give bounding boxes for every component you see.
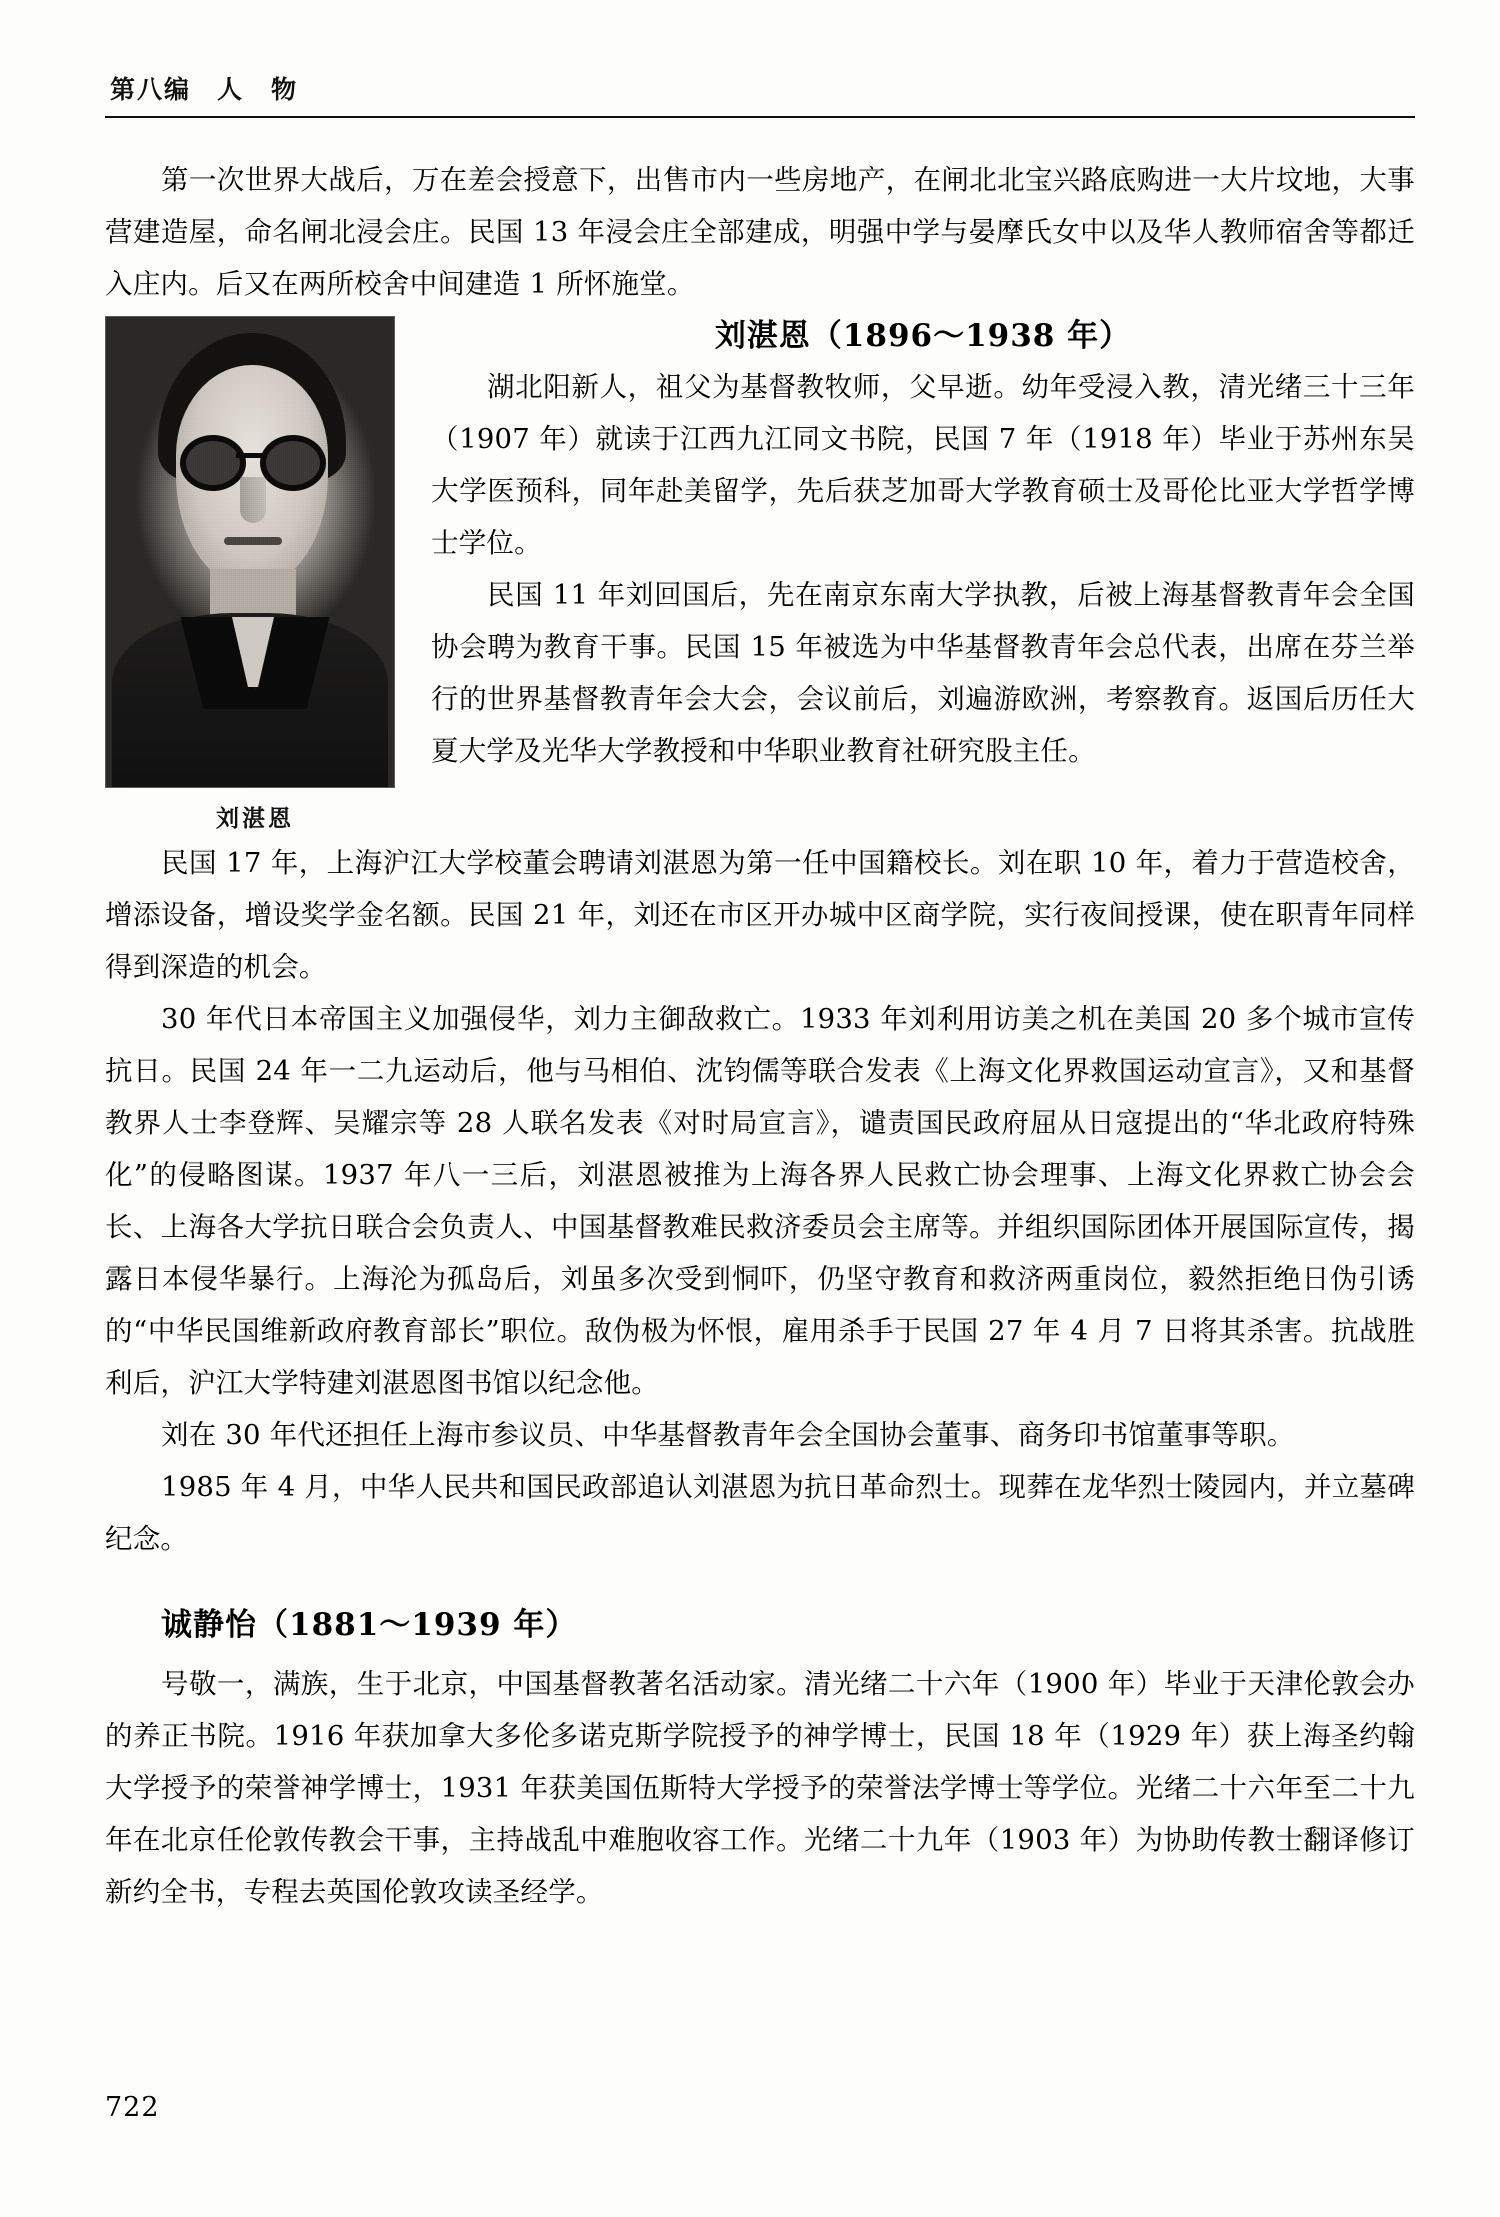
bio1-block <box>105 310 1415 837</box>
bio2-title: 诚静怡（1881～1939 年） <box>161 1607 578 1643</box>
bio1-paragraph-1: 湖北阳新人，祖父为基督教牧师，父早逝。幼年受浸入教，清光绪三十三年（1907 年）就读于江西九江同文书院，民国 7 年（1918 年）毕业于苏州东吴大学医预科，同年赴美留学，先后获芝加哥大学教育硕士及哥伦比亚大学哲学博士学位。 <box>431 371 1415 559</box>
running-header <box>105 70 1415 116</box>
figure-caption: 刘湛恩 <box>216 805 294 832</box>
portrait-image <box>105 316 395 788</box>
bio2-paragraph-1: 号敬一，满族，生于北京，中国基督教著名活动家。清光绪二十六年（1900 年）毕业于天津伦敦会办的养正书院。1916 年获加拿大多伦多诺克斯学院授予的神学博士，民国 18 年（1929 年）获上海圣约翰大学授予的荣誉神学博士，1931 年获美国伍斯特大学授予的荣誉法学博士等学位。光绪二十六年至二十九年在北京任伦敦传教会干事，主持战乱中难胞收容工作。光绪二十九年（1903 年）为协助传教士翻译修订新约全书，专程去英国伦敦攻读圣经学。 <box>105 1668 1415 1908</box>
header-section: 人 物 <box>217 75 299 104</box>
bio1-paragraph-3: 民国 17 年，上海沪江大学校董会聘请刘湛恩为第一任中国籍校长。刘在职 10 年，着力于营造校舍，增添设备，增设奖学金名额。民国 21 年，刘还在市区开办城中区商学院，实行夜间授课，使在职青年同样得到深造的机会。 <box>105 847 1415 983</box>
intro-paragraph: 第一次世界大战后，万在差会授意下，出售市内一些房地产，在闸北北宝兴路底购进一大片坟地，大事营建造屋，命名闸北浸会庄。民国 13 年浸会庄全部建成，明强中学与晏摩氏女中以及华人教师宿舍等都迁入庄内。后又在两所校舍中间建造 1 所怀施堂。 <box>105 164 1415 300</box>
figure-portrait <box>105 316 405 833</box>
bio1-paragraph-2: 民国 11 年刘回国后，先在南京东南大学执教，后被上海基督教青年会全国协会聘为教育干事。民国 15 年被选为中华基督教青年会总代表，出席在芬兰举行的世界基督教青年会大会，会议前后，刘遍游欧洲，考察教育。返国后历任大夏大学及光华大学教授和中华职业教育社研究股主任。 <box>431 579 1415 767</box>
header-divider <box>105 116 1415 118</box>
halftone-grain <box>106 317 394 787</box>
page-number: 722 <box>105 2092 160 2123</box>
header-volume: 第八编 <box>110 75 192 104</box>
bio1-title: 刘湛恩（1896～1938 年） <box>714 318 1132 354</box>
bio1-paragraph-4: 30 年代日本帝国主义加强侵华，刘力主御敌救亡。1933 年刘利用访美之机在美国 20 多个城市宣传抗日。民国 24 年一二九运动后，他与马相伯、沈钧儒等联合发表《上海文化界救国运动宣言》，又和基督教界人士李登辉、吴耀宗等 28 人联名发表《对时局宣言》，谴责国民政府屈从日寇提出的“华北政府特殊化”的侵略图谋。1937 年八一三后，刘湛恩被推为上海各界人民救亡协会理事、上海文化界救亡协会会长、上海各大学抗日联合会负责人、中国基督教难民救济委员会主席等。并组织国际团体开展国际宣传，揭露日本侵华暴行。上海沦为孤岛后，刘虽多次受到恫吓，仍坚守教育和救济两重岗位，毅然拒绝日伪引诱的“中华民国维新政府教育部长”职位。敌伪极为怀恨，雇用杀手于民国 27 年 4 月 7 日将其杀害。抗战胜利后，沪江大学特建刘湛恩图书馆以纪念他。 <box>105 1003 1415 1399</box>
bio1-paragraph-6: 1985 年 4 月，中华人民共和国民政部追认刘湛恩为抗日革命烈士。现葬在龙华烈士陵园内，并立墓碑纪念。 <box>105 1471 1415 1555</box>
page-content <box>105 70 1415 1918</box>
bio1-paragraph-5: 刘在 30 年代还担任上海市参议员、中华基督教青年会全国协会董事、商务印书馆董事等职。 <box>161 1419 1295 1451</box>
